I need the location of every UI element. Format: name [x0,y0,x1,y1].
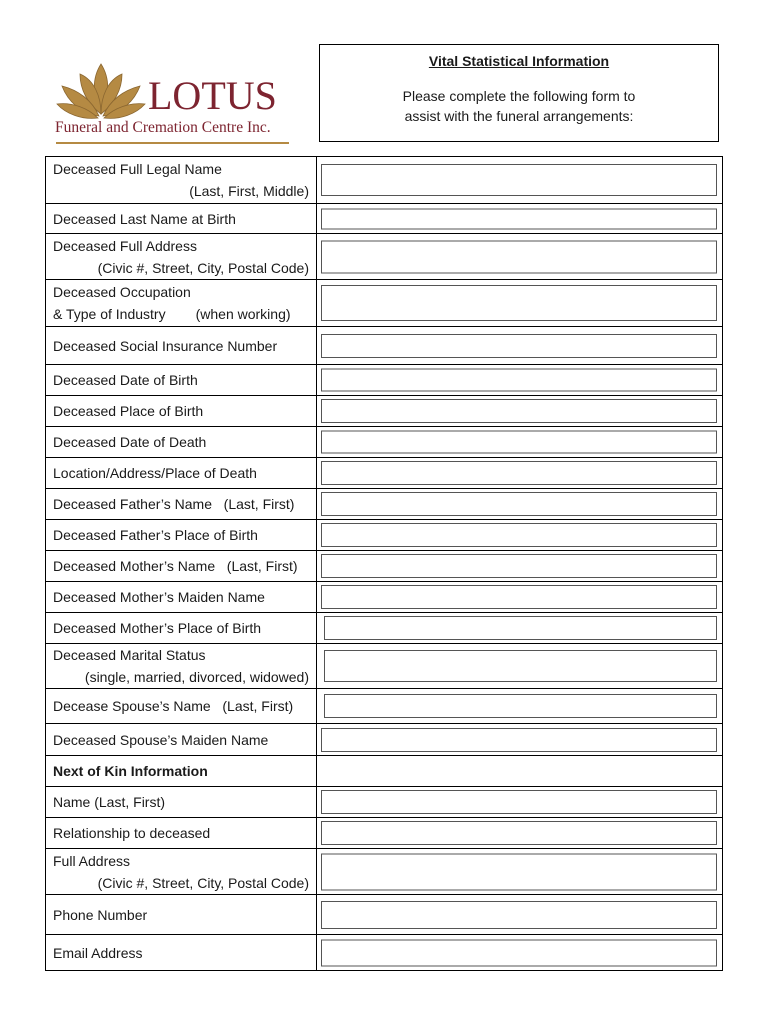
form-row [46,689,723,724]
label-line-part: & Type of Industry [53,306,166,322]
deceased-address-input[interactable] [321,240,717,273]
field-label [46,613,317,644]
field-label [46,582,317,613]
field-label [46,935,317,971]
field-label [46,365,317,396]
field-cell [317,551,723,582]
next-of-kin-heading: Next of Kin Information [53,763,208,779]
form-row [46,849,723,895]
field-cell [317,818,723,849]
mother-name-input[interactable] [321,554,717,578]
company-logo [54,56,294,146]
label-line: Deceased Occupation [53,284,191,300]
label-line: Deceased Last Name at Birth [53,210,236,227]
field-cell [317,458,723,489]
field-cell [317,613,723,644]
field-label [46,327,317,365]
form-row [46,396,723,427]
form-row [46,520,723,551]
email-address-input[interactable] [321,939,717,966]
field-label [46,489,317,520]
label-line: Deceased Spouse’s Maiden Name [53,731,269,748]
mother-maiden-name-input[interactable] [321,585,717,609]
logo-wordmark: LOTUS [148,73,277,118]
field-cell [317,724,723,756]
label-line: Name (Last, First) [53,794,166,810]
field-label [46,818,317,849]
full-legal-name-input[interactable] [321,164,717,196]
label-line [53,303,309,325]
label-line: Full Address [53,852,131,869]
field-label [46,520,317,551]
vital-statistics-form [45,156,723,971]
form-row [46,204,723,234]
form-row [46,613,723,644]
field-label [46,280,317,327]
form-row [46,489,723,520]
field-label [46,427,317,458]
spouse-maiden-name-input[interactable] [321,728,717,752]
label-line: Deceased Place of Birth [53,403,204,419]
social-insurance-number-input[interactable] [321,334,717,358]
section-heading [46,756,317,787]
marital-status-input[interactable] [324,650,717,682]
field-label [46,551,317,582]
field-label [46,895,317,935]
field-label [46,689,317,724]
place-of-birth-input[interactable] [321,399,717,423]
field-cell [317,427,723,458]
label-line: Deceased Mother’s Name (Last, First) [53,558,298,574]
label-line: Deceased Father’s Name (Last, First) [53,496,295,512]
form-row [46,427,723,458]
label-line: Deceased Father’s Place of Birth [53,527,258,543]
label-line: Deceased Social Insurance Number [53,337,278,354]
last-name-at-birth-input[interactable] [321,208,717,229]
form-row [46,644,723,689]
field-label [46,644,317,689]
form-title: Vital Statistical Information [428,53,610,69]
label-line: Deceased Full Address [53,237,197,254]
form-row [46,582,723,613]
field-label [46,204,317,234]
field-cell [317,396,723,427]
label-line: Deceased Date of Death [53,434,207,450]
form-row [46,935,723,971]
instructions-line-1: Please complete the following form to [402,88,636,104]
label-line: Deceased Mother’s Maiden Name [53,589,265,605]
label-hint: (Civic #, Street, City, Postal Code) [97,259,309,276]
label-hint: (when working) [195,306,291,322]
date-of-birth-input[interactable] [321,369,717,392]
mother-place-of-birth-input[interactable] [324,616,717,640]
field-label [46,849,317,895]
form-row [46,787,723,818]
label-line: Email Address [53,944,143,961]
label-hint: (single, married, divorced, widowed) [84,669,309,685]
relationship-input[interactable] [321,821,717,845]
label-line: Location/Address/Place of Death [53,465,257,481]
label-hint: (Civic #, Street, City, Postal Code) [97,874,309,891]
label-line: Deceased Mother’s Place of Birth [53,620,262,636]
logo-underline [56,142,289,144]
field-label [46,396,317,427]
logo-subtitle: Funeral and Cremation Centre Inc. [55,119,271,136]
instructions-line-2: assist with the funeral arrangements: [404,108,634,124]
field-label [46,724,317,756]
form-row [46,895,723,935]
phone-number-input[interactable] [321,901,717,929]
info-box [319,44,719,142]
field-cell [317,365,723,396]
field-cell [317,204,723,234]
kin-address-input[interactable] [321,853,717,890]
date-of-death-input[interactable] [321,431,717,454]
field-cell [317,582,723,613]
form-row [46,458,723,489]
kin-name-input[interactable] [321,790,717,814]
form-row [46,327,723,365]
field-cell [317,787,723,818]
field-cell [317,280,723,327]
section-row [46,756,723,787]
label-line: Deceased Date of Birth [53,372,198,388]
field-label [46,458,317,489]
field-cell [317,644,723,689]
empty-cell [317,756,723,787]
field-label [46,157,317,204]
field-cell [317,849,723,895]
occupation-input[interactable] [321,285,717,321]
place-of-death-input[interactable] [321,461,717,485]
label-line: Relationship to deceased [53,825,211,841]
field-cell [317,234,723,280]
label-line: Deceased Marital Status [53,647,206,663]
field-cell [317,689,723,724]
form-row [46,365,723,396]
label-line: Deceased Full Legal Name [53,161,222,177]
form-row [46,234,723,280]
form-row [46,551,723,582]
field-cell [317,157,723,204]
father-name-input[interactable] [321,492,717,516]
field-label [46,787,317,818]
form-row [46,724,723,756]
form-row [46,818,723,849]
field-cell [317,520,723,551]
form-row [46,280,723,327]
field-cell [317,327,723,365]
label-hint: (Last, First, Middle) [189,183,309,199]
spouse-name-input[interactable] [324,694,717,718]
label-line: Decease Spouse’s Name (Last, First) [53,698,294,714]
field-label [46,234,317,280]
field-cell [317,935,723,971]
form-row [46,157,723,204]
father-place-of-birth-input[interactable] [321,523,717,547]
field-cell [317,489,723,520]
label-line: Phone Number [53,906,148,923]
field-cell [317,895,723,935]
